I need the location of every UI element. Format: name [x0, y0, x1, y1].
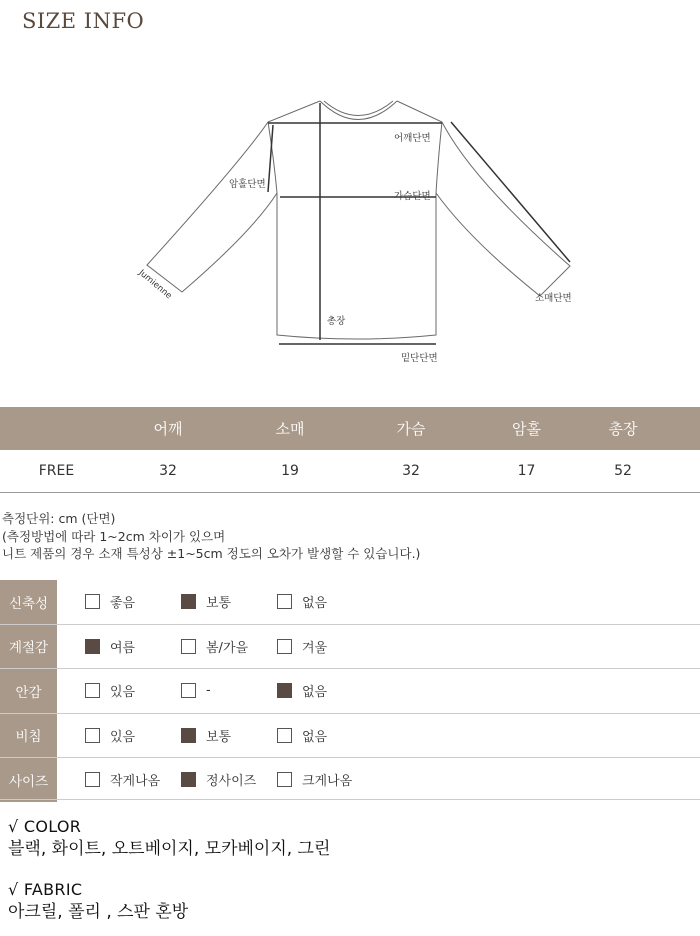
attribute-option — [181, 758, 256, 802]
attribute-option — [277, 580, 327, 624]
size-cell: FREE — [38, 463, 75, 479]
unchecked-box-icon — [181, 639, 196, 654]
attribute-option — [85, 580, 135, 624]
checked-box-icon — [181, 594, 196, 609]
option-label: 없음 — [302, 685, 328, 701]
unchecked-box-icon — [181, 683, 196, 698]
checked-box-icon — [277, 683, 292, 698]
attribute-option — [181, 669, 211, 713]
option-label: 보통 — [206, 729, 232, 745]
attribute-row — [0, 580, 700, 624]
value-cell: 32 — [402, 463, 420, 479]
attribute-row — [0, 757, 700, 802]
value-cell: 52 — [614, 463, 632, 479]
option-label: 작게나옴 — [110, 774, 161, 790]
header-cell: 가슴 — [396, 420, 426, 438]
attribute-option — [277, 758, 352, 802]
unchecked-box-icon — [277, 728, 292, 743]
attribute-option — [181, 580, 231, 624]
attribute-option — [277, 625, 327, 669]
checked-box-icon — [181, 728, 196, 743]
option-label: 정사이즈 — [206, 774, 257, 790]
option-label: 없음 — [302, 596, 328, 612]
header-cell: 총장 — [608, 420, 638, 438]
label-armhole: 암홀단면 — [229, 179, 266, 190]
label-shoulder: 어깨단면 — [394, 133, 431, 144]
label-length: 총장 — [327, 316, 346, 327]
attribute-row — [0, 668, 700, 713]
value-cell: 17 — [517, 463, 536, 479]
checked-box-icon — [85, 639, 100, 654]
attribute-option — [277, 669, 327, 713]
option-label: 없음 — [302, 729, 328, 745]
option-label: 크게나옴 — [302, 774, 353, 790]
label-sleeve: 소매단면 — [535, 293, 572, 304]
unchecked-box-icon — [85, 594, 100, 609]
option-label: 보통 — [206, 596, 232, 612]
attribute-option — [277, 714, 327, 758]
table-row — [0, 450, 700, 493]
attribute-option — [181, 714, 231, 758]
attribute-row — [0, 624, 700, 669]
header-cell — [0, 407, 113, 450]
attribute-option — [181, 625, 248, 669]
color-value: 블랙, 화이트, 오트베이지, 모카베이지, 그린 — [8, 839, 331, 859]
label-chest: 가슴단면 — [394, 191, 431, 202]
fabric-section — [8, 879, 188, 923]
attribute-option — [85, 625, 135, 669]
size-table — [0, 407, 700, 493]
note-line: 측정단위: cm (단면) — [2, 511, 116, 526]
header-cell: 소매 — [275, 420, 305, 438]
value-cell: 32 — [159, 463, 177, 479]
unchecked-box-icon — [85, 683, 100, 698]
checked-box-icon — [181, 772, 196, 787]
label-hem: 밑단단면 — [401, 353, 438, 364]
option-label: 겨울 — [302, 640, 328, 656]
divider — [0, 799, 700, 800]
value-cell: 19 — [281, 463, 299, 479]
attribute-label: 안감 — [0, 669, 57, 713]
attribute-table — [0, 580, 700, 802]
fabric-heading: √ FABRIC — [8, 880, 83, 899]
attribute-label: 계절감 — [0, 625, 57, 669]
attribute-row — [0, 713, 700, 758]
note-line: (측정방법에 따라 1~2cm 차이가 있으며 — [2, 528, 226, 544]
page-title: SIZE INFO — [22, 9, 145, 33]
option-label: 있음 — [110, 729, 136, 745]
option-label: 있음 — [110, 685, 136, 701]
option-label: - — [206, 683, 211, 699]
unchecked-box-icon — [277, 594, 292, 609]
measurement-note — [2, 510, 420, 563]
unchecked-box-icon — [85, 728, 100, 743]
header-cell: 어깨 — [153, 420, 183, 438]
attribute-label: 신축성 — [0, 580, 57, 624]
option-label: 좋음 — [110, 596, 136, 612]
attribute-label: 사이즈 — [0, 758, 57, 802]
option-label: 여름 — [110, 640, 136, 656]
unchecked-box-icon — [277, 639, 292, 654]
attribute-option — [85, 758, 160, 802]
color-section — [8, 816, 330, 860]
attribute-label: 비침 — [0, 714, 57, 758]
note-line: 니트 제품의 경우 소재 특성상 ±1~5cm 정도의 오차가 발생할 수 있습니다.) — [2, 546, 421, 561]
option-label: 봄/가을 — [206, 640, 249, 656]
attribute-option — [85, 669, 135, 713]
header-cell: 암홀 — [512, 420, 541, 438]
sweater-diagram — [0, 0, 700, 400]
unchecked-box-icon — [85, 772, 100, 787]
size-table-header — [0, 407, 700, 450]
fabric-value: 아크릴, 폴리 , 스판 혼방 — [8, 902, 189, 922]
unchecked-box-icon — [277, 772, 292, 787]
color-heading: √ COLOR — [8, 817, 82, 836]
attribute-option — [85, 714, 135, 758]
brand-tag: Jumienne — [136, 268, 174, 302]
